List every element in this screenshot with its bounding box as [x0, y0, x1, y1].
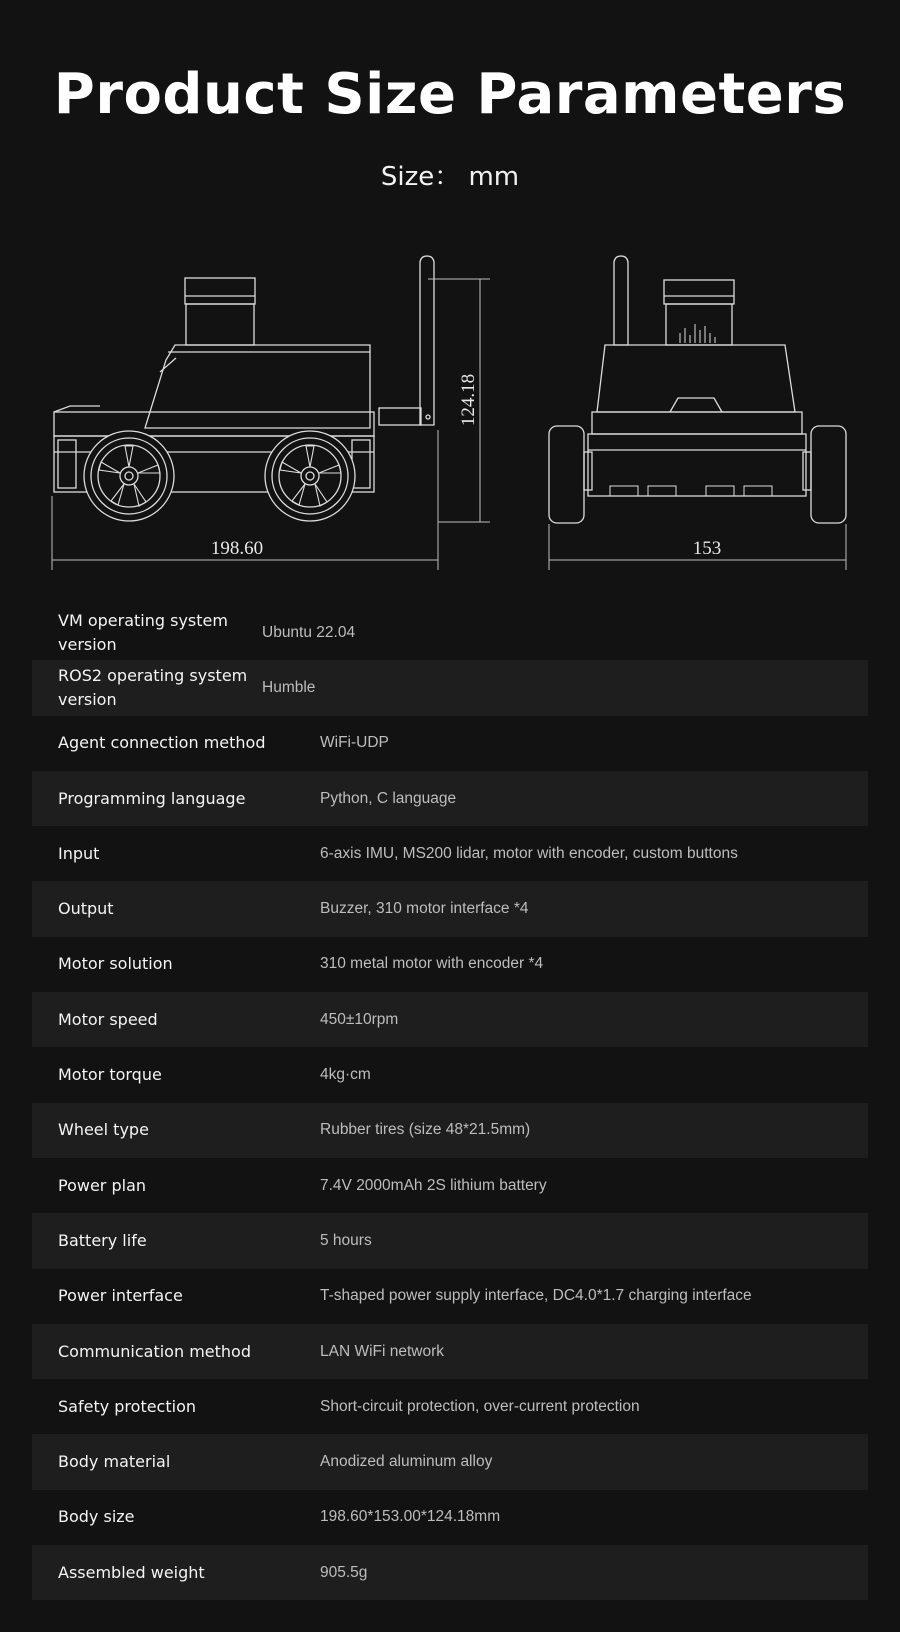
spec-row — [32, 1434, 868, 1489]
spec-row — [32, 1103, 868, 1158]
spec-value: Python, C language — [320, 789, 457, 807]
spec-value: 450±10rpm — [320, 1010, 399, 1028]
spec-value: Anodized aluminum alloy — [320, 1453, 493, 1471]
spec-row — [32, 1379, 868, 1434]
spec-row — [32, 771, 868, 826]
spec-label: Motor torque — [58, 1065, 162, 1085]
spec-label: Output — [58, 899, 114, 919]
spec-value: Humble — [262, 678, 316, 696]
spec-value: Short-circuit protection, over-current protection — [320, 1397, 640, 1415]
spec-value: T-shaped power supply interface, DC4.0*1.7 charging interface — [320, 1287, 752, 1305]
spec-row — [32, 1213, 868, 1268]
spec-value: Rubber tires (size 48*21.5mm) — [320, 1121, 531, 1139]
spec-value: 198.60*153.00*124.18mm — [320, 1508, 501, 1526]
height-dimension: 124.18 — [458, 373, 479, 427]
spec-value: 4kg·cm — [320, 1066, 371, 1084]
spec-value: 7.4V 2000mAh 2S lithium battery — [320, 1176, 547, 1194]
spec-label: Power interface — [58, 1286, 183, 1306]
width-dimension: 153 — [692, 538, 722, 559]
spec-value: LAN WiFi network — [320, 1342, 445, 1360]
spec-value: 6-axis IMU, MS200 lidar, motor with encoder, custom buttons — [320, 844, 738, 862]
spec-table — [32, 605, 868, 1600]
spec-label: Power plan — [58, 1175, 147, 1195]
spec-row — [32, 1269, 868, 1324]
spec-label: Body material — [58, 1452, 171, 1472]
spec-row — [32, 937, 868, 992]
spec-row — [32, 1545, 868, 1600]
spec-label: Safety protection — [58, 1396, 196, 1416]
spec-row — [32, 605, 868, 660]
spec-value: 905.5g — [320, 1563, 368, 1581]
dimension-diagram — [0, 240, 900, 580]
spec-row — [32, 1324, 868, 1379]
spec-row — [32, 716, 868, 771]
spec-label: VM operating system version — [58, 610, 228, 654]
page-title: Product Size Parameters — [53, 62, 847, 127]
robot-side-view — [54, 256, 434, 521]
spec-value: Buzzer, 310 motor interface *4 — [320, 900, 529, 918]
spec-label: Programming language — [58, 788, 246, 808]
spec-label: Input — [58, 843, 100, 863]
spec-row — [32, 1158, 868, 1213]
spec-row — [32, 1490, 868, 1545]
spec-label: Assembled weight — [58, 1562, 205, 1582]
spec-value: 310 metal motor with encoder *4 — [320, 955, 544, 973]
dimension-lines — [52, 279, 846, 570]
spec-value: 5 hours — [320, 1231, 372, 1249]
spec-label: Motor speed — [58, 1009, 158, 1029]
spec-row — [32, 992, 868, 1047]
spec-row — [32, 660, 868, 715]
spec-row — [32, 881, 868, 936]
spec-value: WiFi-UDP — [320, 734, 389, 752]
spec-label: Communication method — [58, 1341, 251, 1361]
spec-label: Body size — [58, 1507, 135, 1527]
spec-label: Battery life — [58, 1230, 147, 1250]
spec-row — [32, 826, 868, 881]
spec-label: ROS2 operating system version — [58, 665, 248, 709]
spec-row — [32, 1047, 868, 1102]
spec-label: Agent connection method — [58, 733, 266, 753]
length-dimension: 198.60 — [210, 538, 264, 559]
spec-label: Motor solution — [58, 954, 173, 974]
spec-label: Wheel type — [58, 1120, 149, 1140]
spec-value: Ubuntu 22.04 — [262, 623, 356, 641]
page-subtitle: Size： mm — [380, 162, 520, 192]
robot-front-view — [549, 256, 846, 523]
